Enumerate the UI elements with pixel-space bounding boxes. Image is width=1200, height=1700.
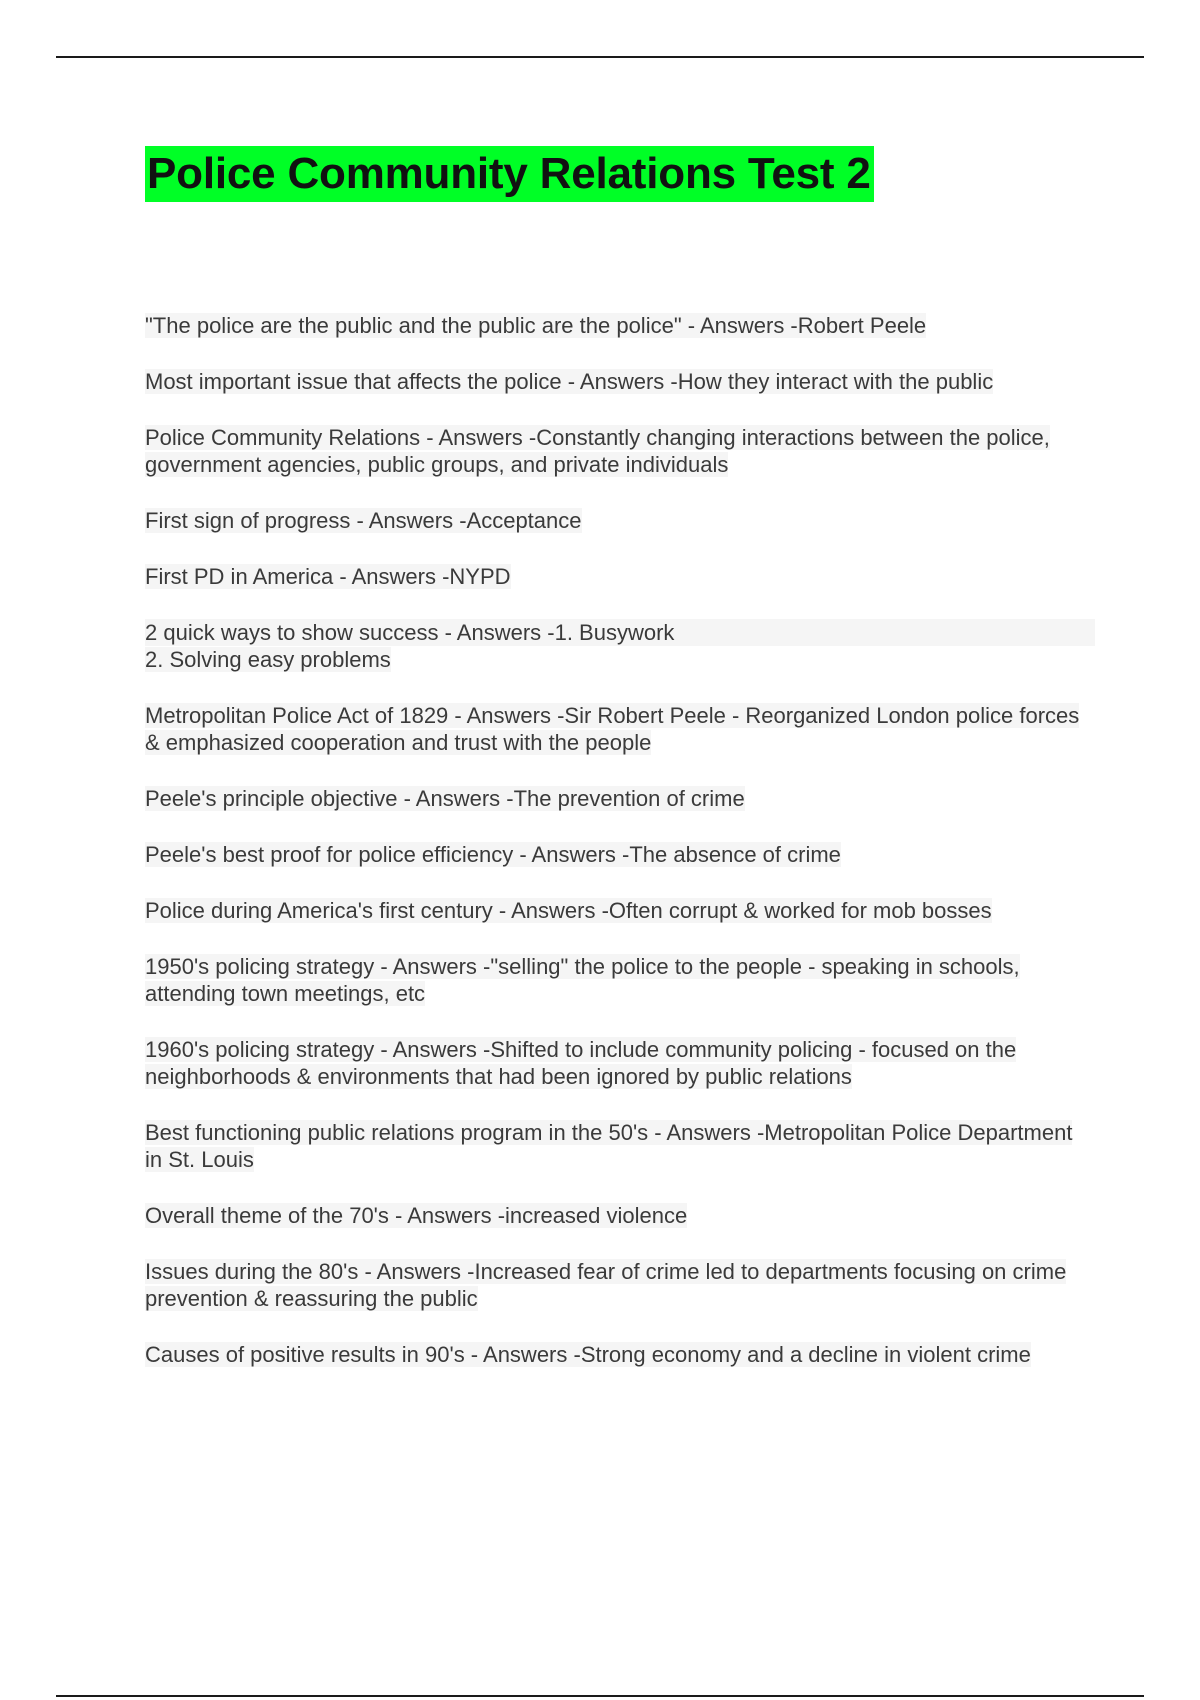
qa-item [145, 1341, 1095, 1368]
qa-text: 1960's policing strategy - Answers -Shifted to include community policing - focused on the neighborhoods & environments that had been ignored by public relations [145, 1037, 1017, 1089]
bottom-rule [56, 1695, 1144, 1697]
qa-item [145, 563, 1095, 590]
qa-text: Most important issue that affects the police - Answers -How they interact with the public [145, 369, 994, 394]
qa-text: 1950's policing strategy - Answers -"selling" the police to the people - speaking in schools, attending town meetings, etc [145, 954, 1020, 1006]
qa-text: Overall theme of the 70's - Answers -increased violence [145, 1203, 688, 1228]
document-title: Police Community Relations Test 2 [145, 146, 874, 202]
qa-text: Peele's principle objective - Answers -The prevention of crime [145, 786, 745, 811]
qa-list [145, 312, 1095, 1397]
qa-text-line: 2 quick ways to show success - Answers -1. Busywork [145, 619, 1095, 646]
qa-text: Metropolitan Police Act of 1829 - Answers -Sir Robert Peele - Reorganized London police forces & emphasized cooperation and trust with the people [145, 703, 1080, 755]
qa-text: "The police are the public and the public are the police" - Answers -Robert Peele [145, 313, 927, 338]
qa-item [145, 1202, 1095, 1229]
qa-text: Causes of positive results in 90's - Answers -Strong economy and a decline in violent crime [145, 1342, 1031, 1367]
qa-item [145, 1036, 1095, 1090]
qa-item [145, 953, 1095, 1007]
qa-item [145, 368, 1095, 395]
qa-item [145, 424, 1095, 478]
top-rule [56, 56, 1144, 58]
qa-item [145, 312, 1095, 339]
title-block [145, 146, 874, 202]
qa-item [145, 785, 1095, 812]
qa-text-line: 2. Solving easy problems [145, 647, 391, 672]
qa-text: Best functioning public relations program in the 50's - Answers -Metropolitan Police Department in St. Louis [145, 1120, 1073, 1172]
qa-item [145, 1119, 1095, 1173]
qa-item [145, 897, 1095, 924]
qa-text: First sign of progress - Answers -Acceptance [145, 508, 582, 533]
qa-item [145, 619, 1095, 673]
qa-text: First PD in America - Answers -NYPD [145, 564, 511, 589]
qa-item [145, 702, 1095, 756]
qa-item [145, 1258, 1095, 1312]
qa-text: Police Community Relations - Answers -Constantly changing interactions between the police, government agencies, public groups, and private individuals [145, 425, 1050, 477]
qa-text: Issues during the 80's - Answers -Increased fear of crime led to departments focusing on crime prevention & reassuring the public [145, 1259, 1067, 1311]
qa-item [145, 841, 1095, 868]
qa-item [145, 507, 1095, 534]
qa-text: Police during America's first century - Answers -Often corrupt & worked for mob bosses [145, 898, 992, 923]
qa-text: Peele's best proof for police efficiency - Answers -The absence of crime [145, 842, 841, 867]
